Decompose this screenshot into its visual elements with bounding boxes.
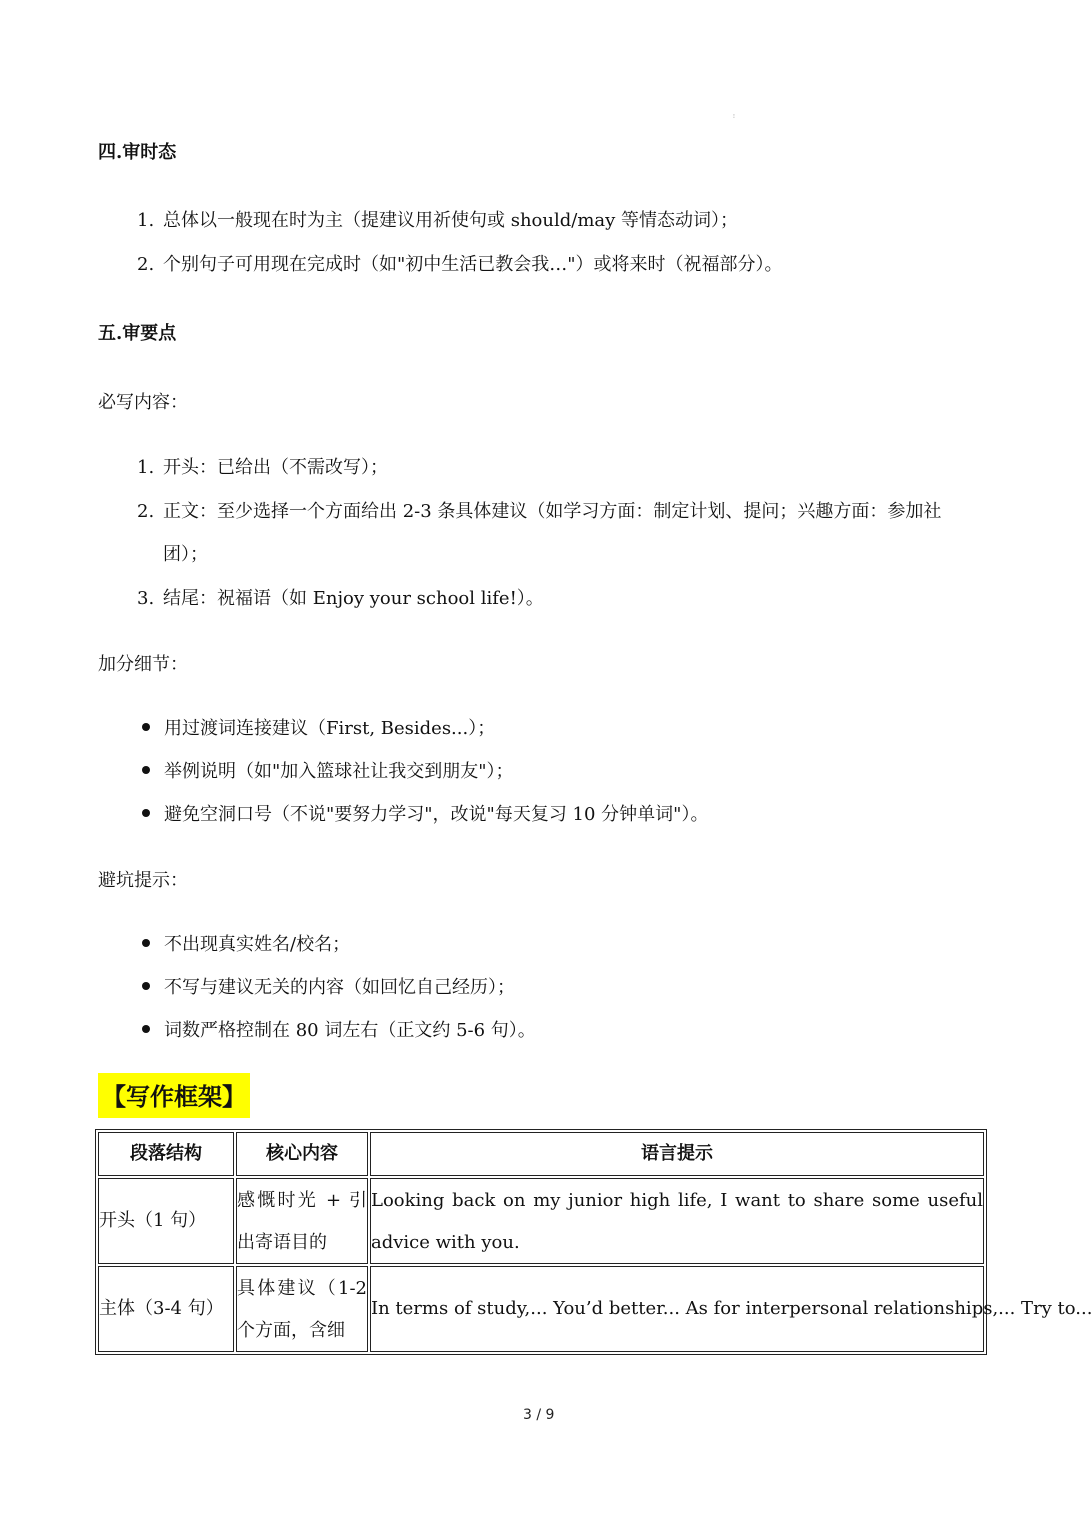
list-item — [137, 584, 544, 610]
bullet-icon — [142, 1025, 150, 1033]
list-number: 1. — [137, 457, 155, 478]
core-content-text: 具体建议（1-2 个方面，含细 — [237, 1278, 367, 1341]
framework-table — [95, 1129, 1092, 1355]
bullet-item — [142, 800, 708, 826]
list-item — [137, 453, 388, 479]
bonus-detail-label: 加分细节： — [98, 654, 188, 675]
core-content-cell — [236, 1266, 368, 1352]
page-number: 3 / 9 — [523, 1407, 555, 1423]
bullet-text: 举例说明（如"加入篮球社让我交到朋友"）； — [164, 761, 514, 782]
must-write-label: 必写内容： — [98, 392, 188, 413]
bullet-item — [142, 930, 350, 956]
table-header-cell: 核心内容 — [236, 1132, 368, 1176]
list-text: 总体以一般现在时为主（提建议用祈使句或 should/may 等情态动词）； — [163, 210, 739, 231]
bullet-icon — [142, 939, 150, 947]
list-number: 2. — [137, 254, 155, 275]
table-header-cell: 段落结构 — [98, 1132, 234, 1176]
bullet-item — [142, 1016, 536, 1042]
framework-banner: 【写作框架】 — [98, 1073, 250, 1118]
section-heading-points: 五.审要点 — [98, 323, 177, 344]
bullet-text: 用过渡词连接建议（First, Besides...）； — [164, 718, 496, 739]
language-hint-cell — [370, 1266, 1092, 1352]
list-item — [137, 250, 783, 276]
language-hint-text: Looking back on my junior high life, I want to share some useful advice with you. — [371, 1190, 983, 1253]
table-row — [98, 1266, 984, 1352]
page-mark: ⁝ — [733, 113, 735, 120]
list-text-continuation: 团）； — [163, 544, 208, 565]
section-heading-tense: 四.审时态 — [98, 142, 177, 163]
list-item — [137, 497, 941, 523]
list-text: 开头：已给出（不需改写）； — [163, 457, 388, 478]
list-text: 结尾：祝福语（如 Enjoy your school life!）。 — [163, 588, 544, 609]
table-header-row — [98, 1132, 984, 1176]
list-item — [137, 206, 738, 232]
list-text: 个别句子可用现在完成时（如"初中生活已教会我…"）或将来时（祝福部分）。 — [163, 254, 783, 275]
list-number: 3. — [137, 588, 155, 609]
bullet-icon — [142, 809, 150, 817]
table-row — [98, 1178, 984, 1264]
table-header-cell: 语言提示 — [370, 1132, 984, 1176]
bullet-icon — [142, 982, 150, 990]
bullet-icon — [142, 766, 150, 774]
bullet-icon — [142, 723, 150, 731]
list-text: 正文：至少选择一个方面给出 2-3 条具体建议（如学习方面：制定计划、提问；兴趣方面：参加社 — [163, 501, 942, 522]
avoid-tips-label: 避坑提示： — [98, 870, 188, 891]
list-number: 2. — [137, 501, 155, 522]
bullet-item — [142, 714, 495, 740]
bullet-text: 不出现真实姓名/校名； — [164, 934, 351, 955]
core-content-cell — [236, 1178, 368, 1264]
language-hint-cell — [370, 1178, 984, 1264]
bullet-item — [142, 973, 515, 999]
bullet-text: 词数严格控制在 80 词左右（正文约 5-6 句）。 — [164, 1020, 536, 1041]
language-hint-text: In terms of study,... You’d better... As for interpersonal relationships,... Try to... — [371, 1298, 1092, 1319]
core-content-text: 感慨时光 + 引出寄语目的 — [237, 1190, 367, 1253]
bullet-item — [142, 757, 514, 783]
list-number: 1. — [137, 210, 155, 231]
bullet-text: 避免空洞口号（不说"要努力学习"，改说"每天复习 10 分钟单词"）。 — [164, 804, 709, 825]
structure-cell: 主体（3-4 句） — [98, 1266, 234, 1352]
bullet-text: 不写与建议无关的内容（如回忆自己经历）； — [164, 977, 515, 998]
structure-cell: 开头（1 句） — [98, 1178, 234, 1264]
